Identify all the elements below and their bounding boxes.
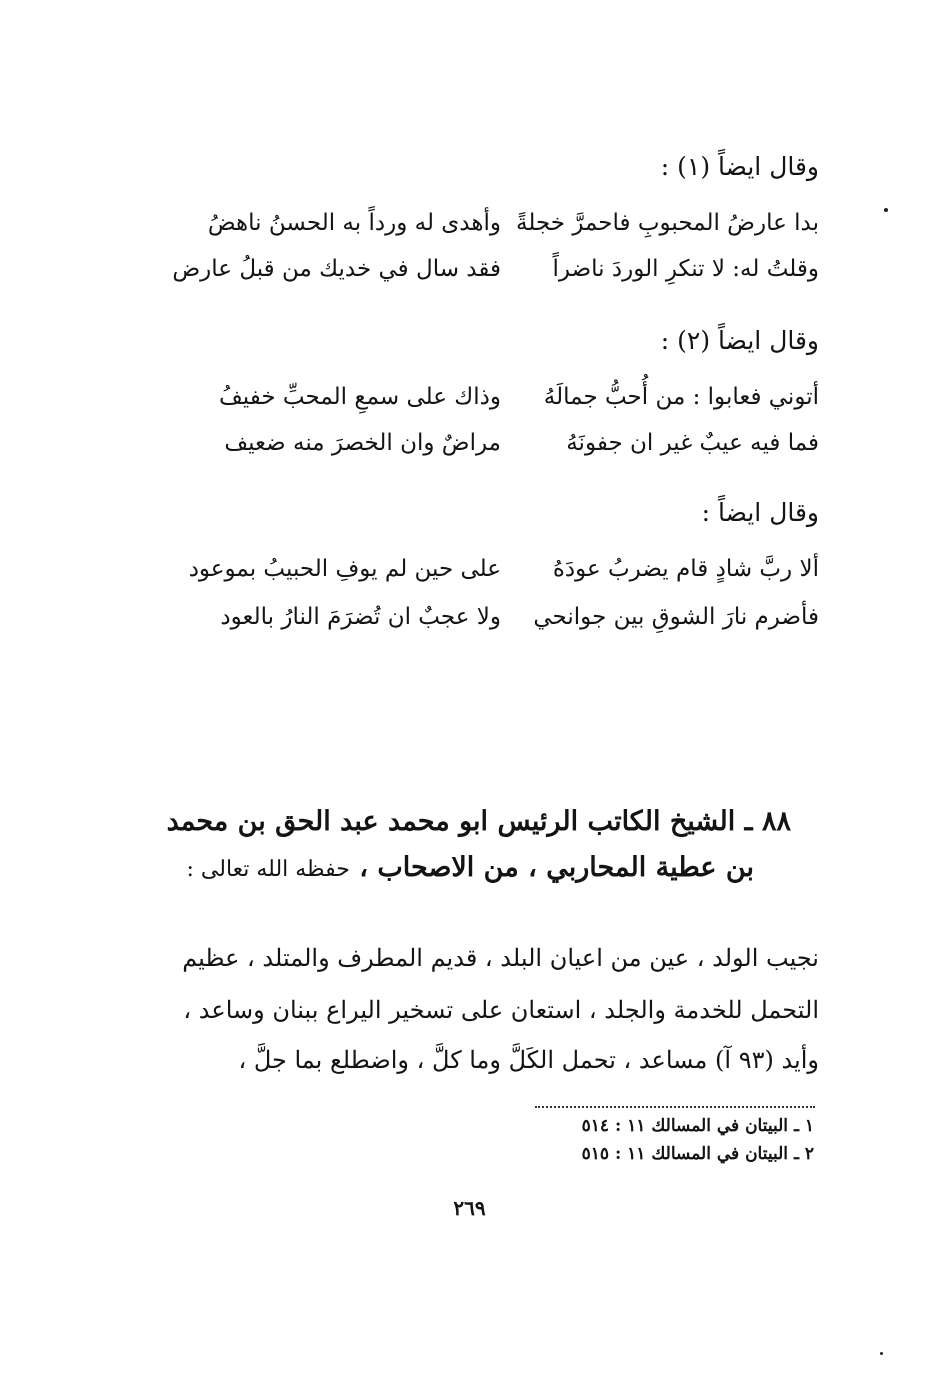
verse-first-hemistich: ألا ربَّ شادٍ قام يضربُ عودَهُ — [552, 556, 819, 582]
verse-second-hemistich: مراضٌ وان الخصرَ منه ضعيف — [224, 430, 501, 456]
bio-blessing: حفظه الله تعالى : — [186, 857, 350, 882]
verse-line — [119, 210, 819, 254]
footnote-1: ١ ـ البيتان في المسالك ١١ : ٥١٤ — [581, 1116, 814, 1136]
bio-name: الشيخ الكاتب الرئيس ابو محمد عبد الحق بن محمد — [166, 806, 736, 837]
verse-first-hemistich: فأضرم نارَ الشوقِ بين جوانحي — [533, 604, 819, 630]
footnote-2: ٢ ـ البيتان في المسالك ١١ : ٥١٥ — [581, 1144, 814, 1164]
prose-line: نجيب الولد ، عين من اعيان البلد ، قديم المطرف والمتلد ، عظيم — [182, 944, 819, 972]
verse-line — [119, 556, 819, 600]
poem-intro-3: وقال ايضاً : — [701, 498, 819, 527]
verse-second-hemistich: وأهدى له ورداً به الحسنُ ناهضُ — [207, 210, 501, 236]
poem-intro-1: وقال ايضاً (١) : — [660, 152, 819, 181]
bio-number: ٨٨ — [761, 806, 791, 837]
verse-second-hemistich: ولا عجبٌ ان تُضرَمَ النارُ بالعود — [220, 604, 501, 630]
prose-line: التحمل للخدمة والجلد ، استعان على تسخير اليراع ببنان وساعد ، — [183, 996, 819, 1024]
page-number: ٢٦٩ — [453, 1196, 486, 1220]
verse-line — [119, 256, 819, 300]
verse-line — [119, 604, 819, 648]
bio-lineage: بن عطية المحاربي ، من الاصحاب ، — [359, 852, 754, 883]
scan-speck — [884, 208, 888, 212]
verse-first-hemistich: فما فيه عيبٌ غير ان جفونَهُ — [566, 430, 819, 456]
verse-second-hemistich: فقد سال في خديك من قبلُ عارض — [172, 256, 501, 282]
bio-dash: ـ — [744, 806, 753, 837]
scan-speck — [880, 1352, 883, 1355]
footnote-divider — [535, 1106, 815, 1108]
verse-line — [119, 384, 819, 428]
poem-intro-2: وقال ايضاً (٢) : — [660, 326, 819, 355]
bio-heading-line-1 — [151, 806, 791, 837]
verse-second-hemistich: وذاك على سمعِ المحبِّ خفيفُ — [219, 384, 501, 410]
prose-line: وأيد (٩٣ آ) مساعد ، تحمل الكَلَّ وما كلَّ ، واضطلع بما جلَّ ، — [238, 1046, 819, 1074]
verse-line — [119, 430, 819, 474]
verse-first-hemistich: بدا عارضُ المحبوبِ فاحمرَّ خجلةً — [516, 210, 819, 236]
verse-second-hemistich: على حين لم يوفِ الحبيبُ بموعود — [188, 556, 501, 582]
verse-first-hemistich: وقلتُ له: لا تنكرِ الوردَ ناضراً — [552, 256, 819, 282]
bio-heading-line-2 — [114, 852, 754, 883]
verse-first-hemistich: أتوني فعابوا : من أُحبُّ جمالَهُ — [543, 384, 819, 410]
